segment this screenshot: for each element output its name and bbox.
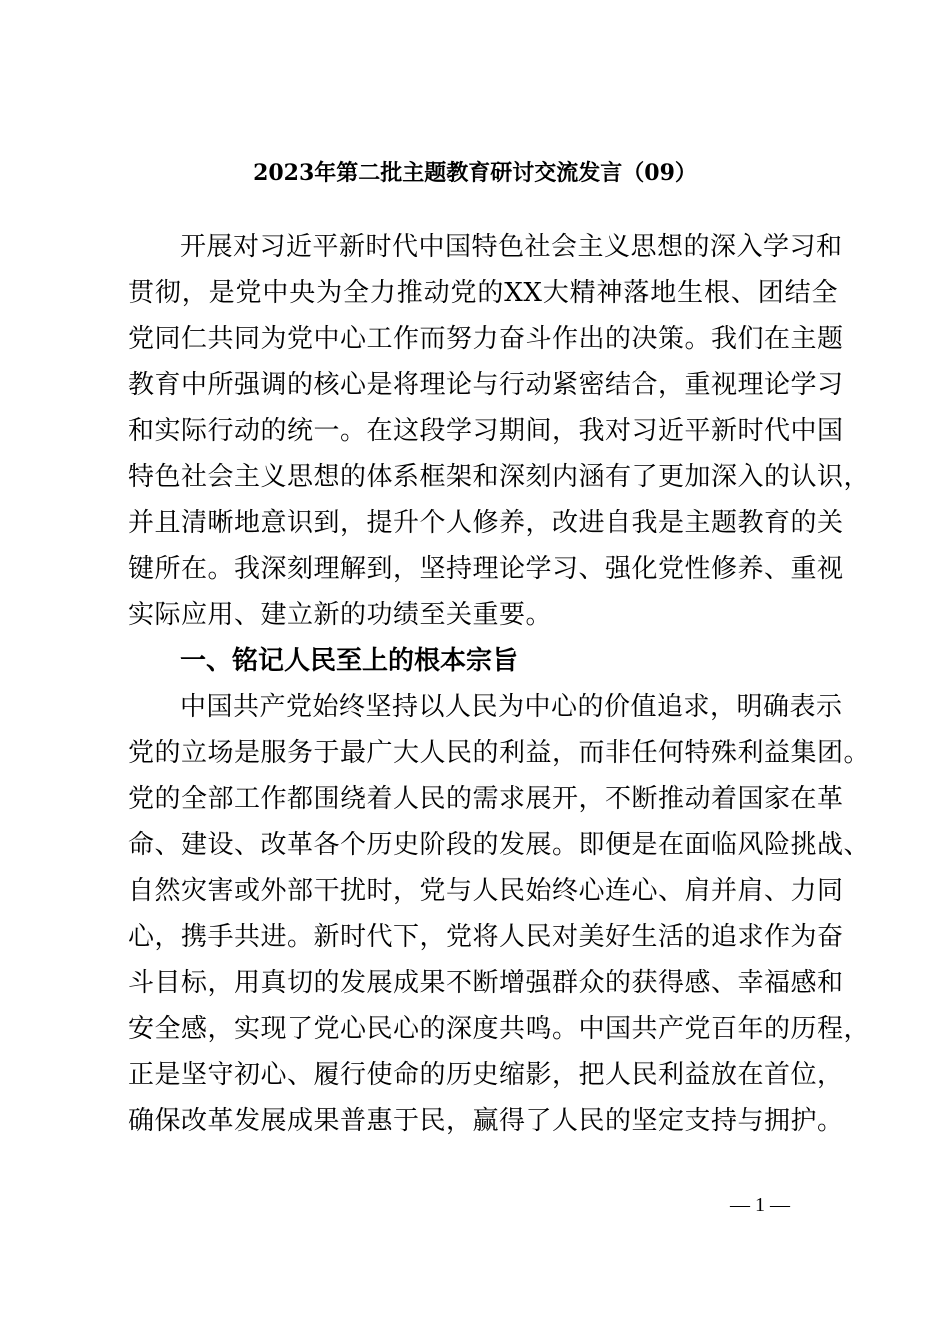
- section1-line-4: 命、建设、改革各个历史阶段的发展。即便是在面临风险挑战、: [128, 830, 871, 860]
- section1-line-5: 自然灾害或外部干扰时，党与人民始终心连心、肩并肩、力同: [128, 876, 844, 906]
- intro-line-5: 和实际行动的统一。在这段学习期间，我对习近平新时代中国: [128, 416, 844, 446]
- section1-line-6: 心，携手共进。新时代下，党将人民对美好生活的追求作为奋: [128, 922, 844, 952]
- section1-line-10: 确保改革发展成果普惠于民，赢得了人民的坚定支持与拥护。: [128, 1106, 844, 1136]
- intro-line-4: 教育中所强调的核心是将理论与行动紧密结合，重视理论学习: [128, 370, 844, 400]
- document-title: 2023年第二批主题教育研讨交流发言（09）: [253, 160, 697, 186]
- section1-line-9: 正是坚守初心、履行使命的历史缩影，把人民利益放在首位，: [128, 1060, 844, 1090]
- page-number: — 1 —: [730, 1194, 790, 1216]
- section-heading: 一、铭记人民至上的根本宗旨: [180, 646, 519, 676]
- intro-line-9: 实际应用、建立新的功绩至关重要。: [128, 600, 553, 630]
- intro-line-2: 贯彻，是党中央为全力推动党的XX大精神落地生根、团结全: [128, 278, 838, 308]
- intro-line-6: 特色社会主义思想的体系框架和深刻内涵有了更加深入的认识，: [128, 462, 871, 492]
- intro-line-7: 并且清晰地意识到，提升个人修养，改进自我是主题教育的关: [128, 508, 844, 538]
- section1-line-7: 斗目标，用真切的发展成果不断增强群众的获得感、幸福感和: [128, 968, 844, 998]
- section1-line-1: 中国共产党始终坚持以人民为中心的价值追求，明确表示: [180, 692, 843, 722]
- section1-line-8: 安全感，实现了党心民心的深度共鸣。中国共产党百年的历程，: [128, 1014, 871, 1044]
- section1-line-3: 党的全部工作都围绕着人民的需求展开，不断推动着国家在革: [128, 784, 844, 814]
- intro-line-1: 开展对习近平新时代中国特色社会主义思想的深入学习和: [180, 232, 843, 262]
- intro-line-8: 键所在。我深刻理解到，坚持理论学习、强化党性修养、重视: [128, 554, 844, 584]
- intro-line-3: 党同仁共同为党中心工作而努力奋斗作出的决策。我们在主题: [128, 324, 844, 354]
- section1-line-2: 党的立场是服务于最广大人民的利益，而非任何特殊利益集团。: [128, 738, 871, 768]
